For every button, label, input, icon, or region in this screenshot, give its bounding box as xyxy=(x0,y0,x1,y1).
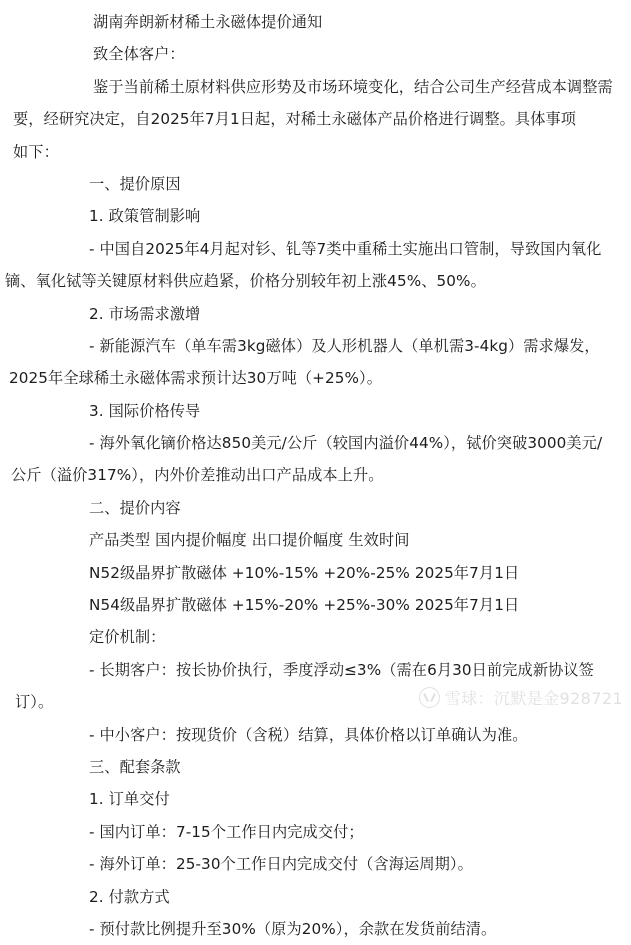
section2-heading: 二、提价内容 xyxy=(89,498,181,517)
section1-item3-line-2: 公斤（溢价317%），内外价差推动出口产品成本上升。 xyxy=(11,466,384,485)
section3-item2-line-1: - 预付款比例提升至30%（原为20%），余款在发货前结清。 xyxy=(89,919,497,938)
document-title: 湖南奔朗新材稀土永磁体提价通知 xyxy=(93,13,323,31)
salutation: 致全体客户： xyxy=(93,45,185,64)
pricing-mechanism-heading: 定价机制： xyxy=(89,628,166,647)
section1-item2-line-1: - 新能源汽车（单车需3kg磁体）及人形机器人（单机需3-4kg）需求爆发， xyxy=(89,336,600,355)
section1-item3-heading: 3. 国际价格传导 xyxy=(89,401,201,420)
table-row: N52级晶界扩散磁体 +10%-15% +20%-25% 2025年7月1日 xyxy=(89,563,520,582)
pricing-sme-line: - 中小客户：按现货价（含税）结算，具体价格以订单确认为准。 xyxy=(89,725,528,744)
intro-line-3: 如下： xyxy=(13,142,59,161)
section1-item1-line-2: 镝、氧化铽等关键原材料供应趋紧，价格分别较年初上涨45%、50%。 xyxy=(5,272,486,291)
pricing-longterm-line-2: 订）。 xyxy=(15,693,54,712)
pricing-longterm-line-1: - 长期客户：按长协价执行，季度浮动≤3%（需在6月30日前完成新协议签 xyxy=(89,660,594,679)
intro-line-2: 要，经研究决定，自2025年7月1日起，对稀土永磁体产品价格进行调整。具体事项 xyxy=(13,110,577,129)
table-row: N54级晶界扩散磁体 +15%-20% +25%-30% 2025年7月1日 xyxy=(89,596,520,615)
section1-item2-heading: 2. 市场需求激增 xyxy=(89,304,201,323)
section1-item1-line-1: - 中国自2025年4月起对钐、钆等7类中重稀土实施出口管制，导致国内氧化 xyxy=(89,239,602,258)
section3-item1-line-1: - 国内订单：7-15个工作日内完成交付； xyxy=(89,822,364,841)
section1-item2-line-2: 2025年全球稀土永磁体需求预计达30万吨（+25%）。 xyxy=(9,369,383,388)
section1-item1-heading: 1. 政策管制影响 xyxy=(89,207,201,226)
section3-item2-heading: 2. 付款方式 xyxy=(89,887,170,906)
section3-item1-heading: 1. 订单交付 xyxy=(89,790,170,809)
price-table-header: 产品类型 国内提价幅度 出口提价幅度 生效时间 xyxy=(89,531,410,550)
section3-item1-line-2: - 海外订单：25-30个工作日内完成交付（含海运周期）。 xyxy=(89,855,473,874)
section1-item3-line-1: - 海外氧化镝价格达850美元/公斤（较国内溢价44%），铽价突破3000美元/ xyxy=(89,434,603,453)
section3-heading: 三、配套条款 xyxy=(89,757,181,776)
section1-heading: 一、提价原因 xyxy=(89,174,181,193)
watermark-text: 雪球：沉默是金928721 xyxy=(444,689,623,708)
intro-line-1: 鉴于当前稀土原材料供应形势及市场环境变化，结合公司生产经营成本调整需 xyxy=(93,77,613,96)
